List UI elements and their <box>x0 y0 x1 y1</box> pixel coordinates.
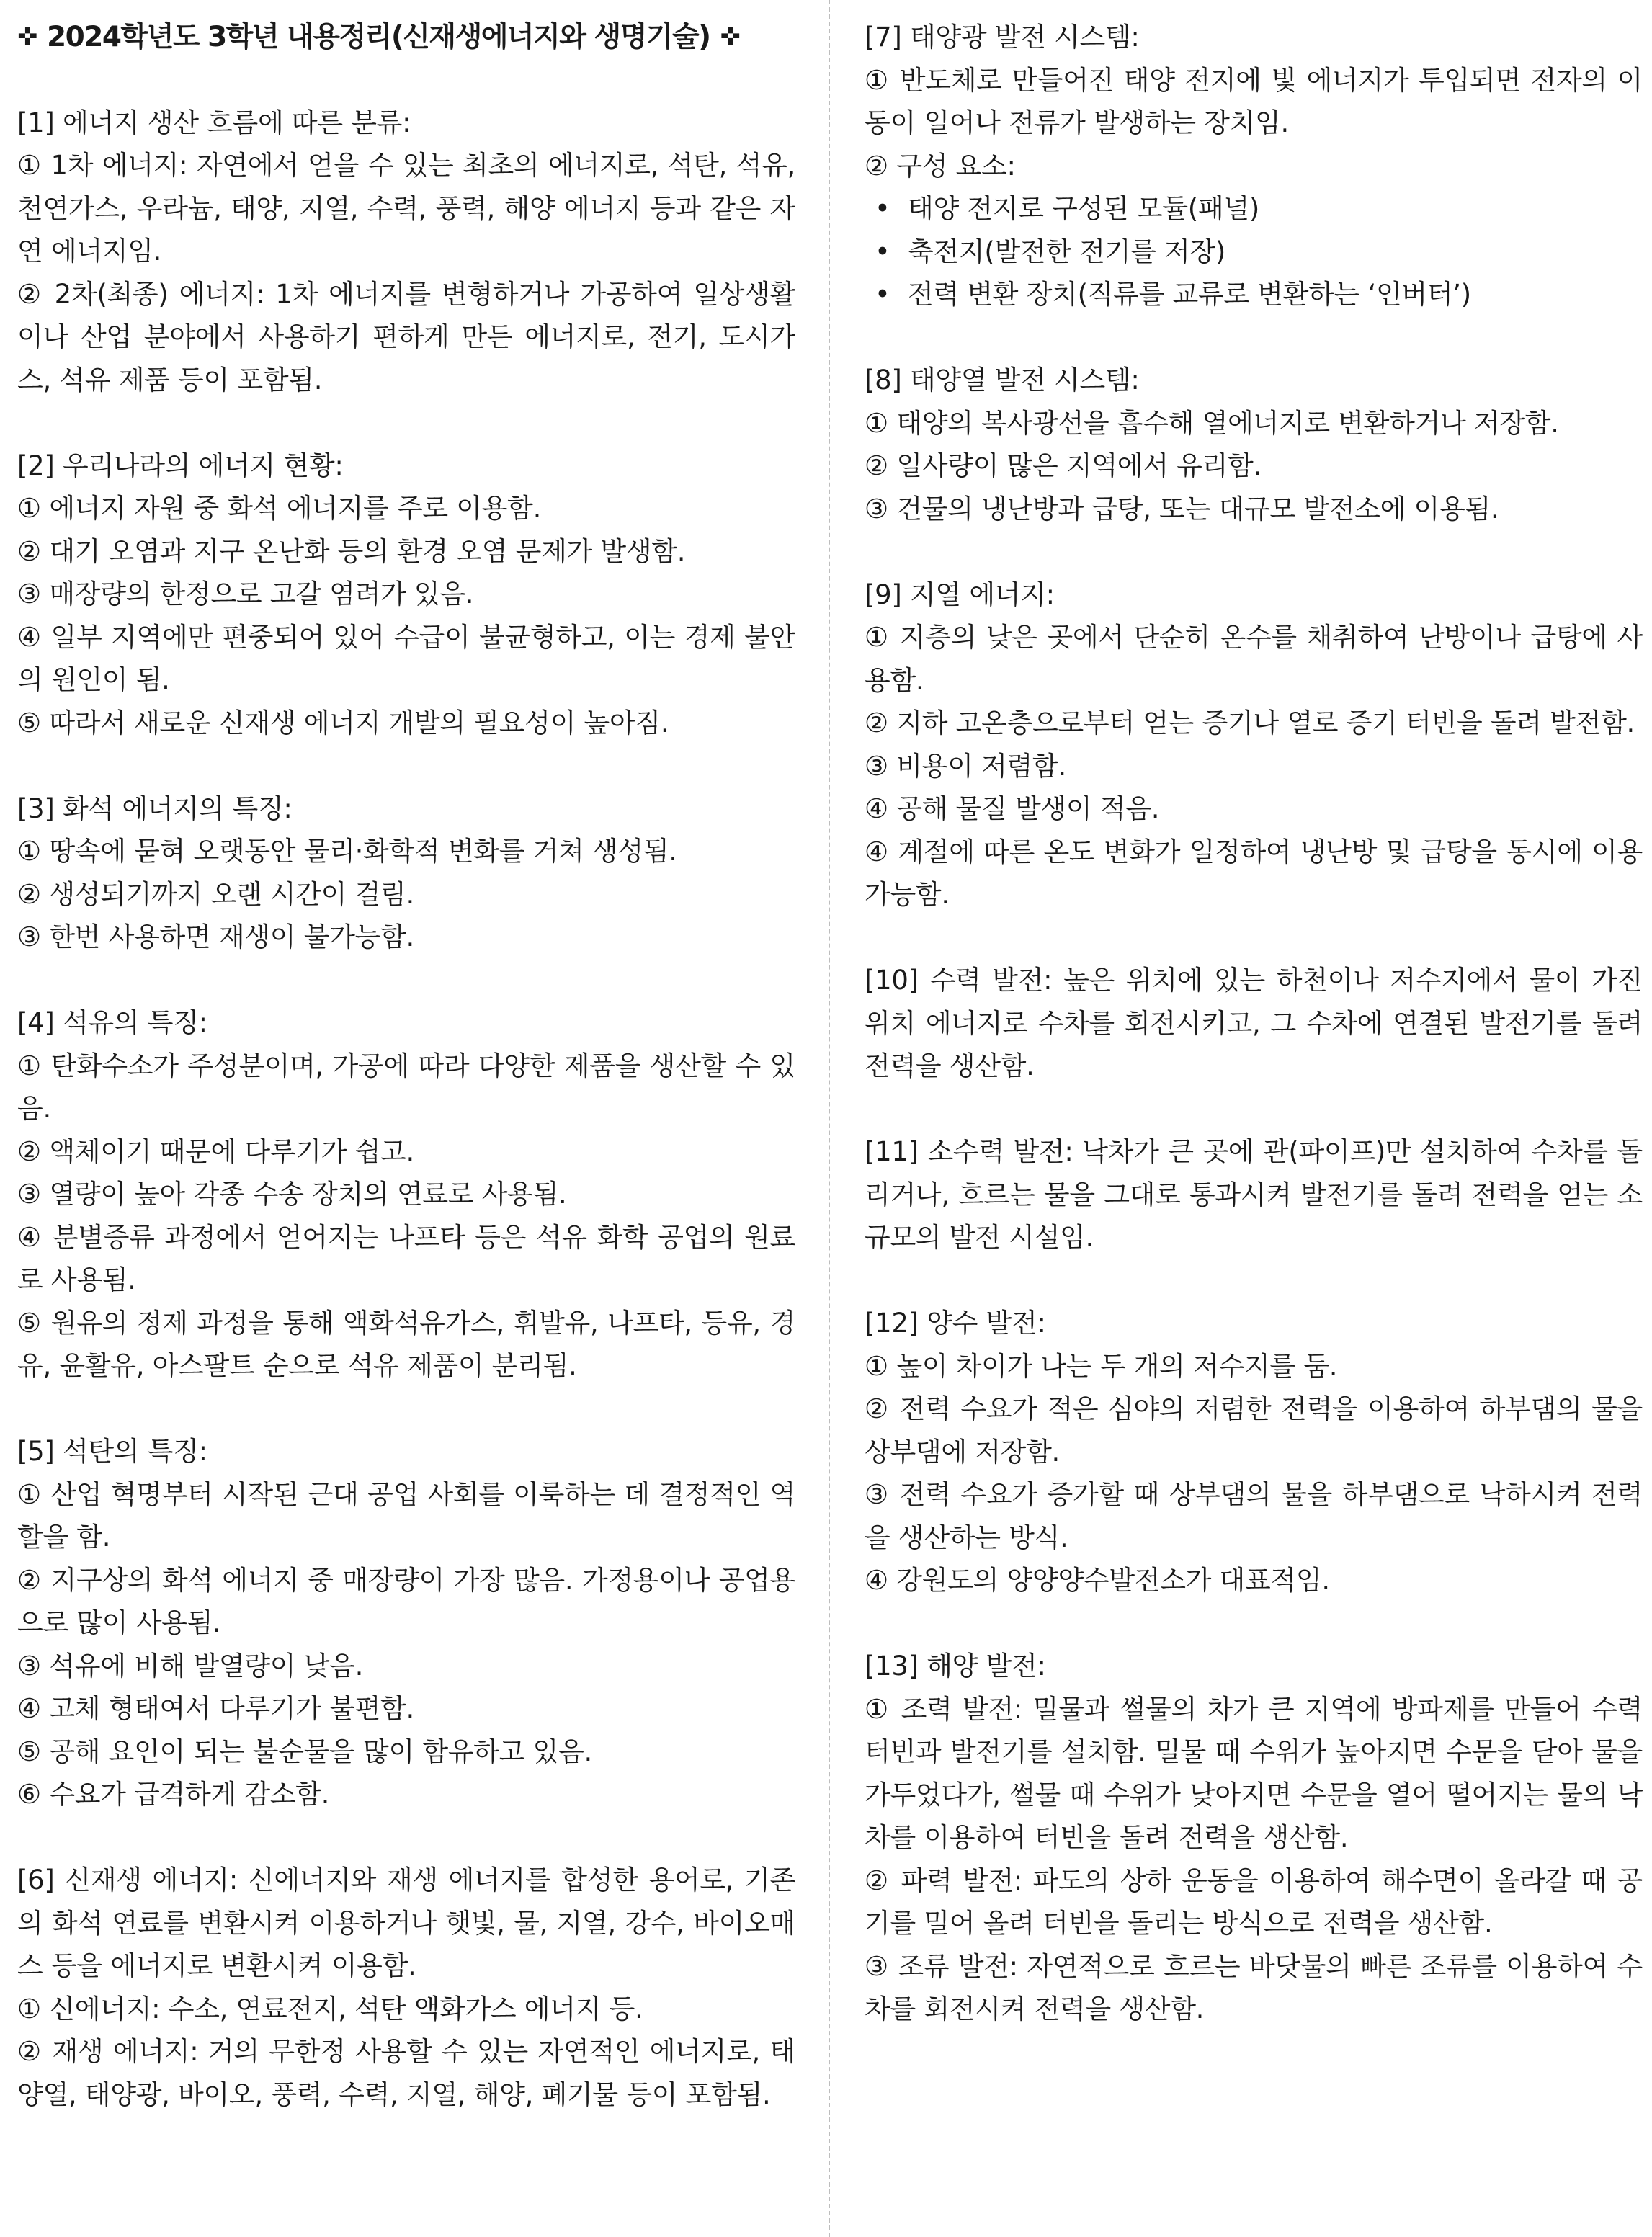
cross-mark-icon: ✜ <box>720 22 740 51</box>
list-item: ② 2차(최종) 에너지: 1차 에너지를 변형하거나 가공하여 일상생활이나 산업 분야에서 사용하기 편하게 만든 에너지로, 전기, 도시가스, 석유 제품 등이 포함됨. <box>17 278 795 396</box>
section <box>865 573 1643 916</box>
list-item: ① 지층의 낮은 곳에서 단순히 온수를 채취하여 난방이나 급탕에 사용함. <box>865 622 1643 696</box>
left-column <box>17 16 795 2116</box>
section-heading-line <box>17 1430 795 1473</box>
list-item: ④ 일부 지역에만 편중되어 있어 수급이 불균형하고, 이는 경제 불안의 원인이 됨. <box>17 621 795 695</box>
list-item: ② 구성 요소: <box>865 150 1016 182</box>
list-item: ② 일사량이 많은 지역에서 유리함. <box>865 450 1262 481</box>
section <box>865 1302 1643 1602</box>
section-heading: [11] 소수력 발전: <box>865 1136 1073 1167</box>
list-item: ① 반도체로 만들어진 태양 전지에 빛 에너지가 투입되면 전자의 이동이 일어나 전류가 발생하는 장치임. <box>865 64 1643 138</box>
list-item: ① 산업 혁명부터 시작된 근대 공업 사회를 이룩하는 데 결정적인 역할을 함. <box>17 1478 795 1553</box>
section-heading: [3] 화석 에너지의 특징: <box>17 792 293 824</box>
list-item: ⑤ 따라서 새로운 신재생 에너지 개발의 필요성이 높아짐. <box>17 707 669 738</box>
right-column <box>865 16 1643 2031</box>
list-item: ① 탄화수소가 주성분이며, 가공에 따라 다양한 제품을 생산할 수 있음. <box>17 1050 795 1124</box>
list-item: ④ 고체 형태여서 다루기가 불편함. <box>17 1693 414 1724</box>
section-heading: [5] 석탄의 특징: <box>17 1436 207 1467</box>
list-item: ① 조력 발전: 밀물과 썰물의 차가 큰 지역에 방파제를 만들어 수력 터빈과 발전기를 설치함. 밀물 때 수위가 높아지면 수문을 닫아 물을 가두었다가, 썰물 때 수위가 낮아지면 수문을 열어 떨어지는 물의 낙차를 이용하여 터빈을 돌려 전력을 생산함. <box>865 1693 1643 1853</box>
section <box>865 1130 1643 1259</box>
list-item: ② 대기 오염과 지구 온난화 등의 환경 오염 문제가 발생함. <box>17 535 686 567</box>
section <box>17 787 795 959</box>
list-item: ① 에너지 자원 중 화석 에너지를 주로 이용함. <box>17 493 542 524</box>
page-title-text: 2024학년도 3학년 내용정리(신재생에너지와 생명기술) <box>47 21 710 53</box>
section-heading: [4] 석유의 특징: <box>17 1007 207 1038</box>
list-item: ⑥ 수요가 급격하게 감소함. <box>17 1779 330 1810</box>
section-heading-line <box>865 1302 1643 1345</box>
list-item: ① 태양의 복사광선을 흡수해 열에너지로 변환하거나 저장함. <box>865 407 1559 439</box>
section-heading-line <box>17 102 795 145</box>
list-item: ② 재생 에너지: 거의 무한정 사용할 수 있는 자연적인 에너지로, 태양열, 태양광, 바이오, 풍력, 수력, 지열, 해양, 폐기물 등이 포함됨. <box>17 2036 795 2110</box>
list-item: ② 전력 수요가 적은 심야의 저렴한 전력을 이용하여 하부댐의 물을 상부댐에 저장함. <box>865 1393 1643 1468</box>
section-heading: [12] 양수 발전: <box>865 1308 1046 1339</box>
section-heading: [2] 우리나라의 에너지 현황: <box>17 450 344 481</box>
section-lead-text: 높은 위치에 있는 하천이나 저수지에서 물이 가진 위치 에너지로 수차를 회전시키고, 그 수차에 연결된 발전기를 돌려 전력을 생산함. <box>865 965 1643 1081</box>
section-heading: [7] 태양광 발전 시스템: <box>865 22 1140 53</box>
list-item: ① 높이 차이가 나는 두 개의 저수지를 둠. <box>865 1350 1338 1382</box>
section-heading-line <box>865 16 1643 59</box>
section <box>17 1001 795 1388</box>
list-item: ③ 전력 수요가 증가할 때 상부댐의 물을 하부댐으로 낙하시켜 전력을 생산하는 방식. <box>865 1479 1643 1553</box>
section-lead-text: 신에너지와 재생 에너지를 합성한 용어로, 기존의 화석 연료를 변환시켜 이용하거나 햇빛, 물, 지열, 강수, 바이오매스 등을 에너지로 변환시켜 이용함. <box>17 1865 795 1981</box>
page-title <box>17 16 795 59</box>
section-heading-line <box>865 959 1643 1088</box>
bullet-item: • 축전지(발전한 전기를 저장) <box>865 231 1643 274</box>
list-item: ② 액체이기 때문에 다루기가 쉽고. <box>17 1135 414 1167</box>
bullet-item: • 전력 변환 장치(직류를 교류로 변환하는 ‘인버터’) <box>865 273 1643 316</box>
list-item: ⑤ 공해 요인이 되는 불순물을 많이 함유하고 있음. <box>17 1736 592 1767</box>
list-item: ④ 공해 물질 발생이 적음. <box>865 793 1160 824</box>
list-item: ③ 열량이 높아 각종 수송 장치의 연료로 사용됨. <box>17 1179 567 1210</box>
section-heading: [6] 신재생 에너지: <box>17 1865 238 1896</box>
list-item: ② 지하 고온층으로부터 얻는 증기나 열로 증기 터빈을 돌려 발전함. <box>865 707 1635 738</box>
section-heading: [9] 지열 에너지: <box>865 579 1055 610</box>
section-lead-text: 낙차가 큰 곳에 관(파이프)만 설치하여 수차를 돌리거나, 흐르는 물을 그대로 통과시켜 발전기를 돌려 전력을 얻는 소규모의 발전 시설임. <box>865 1136 1643 1253</box>
list-item: ③ 매장량의 한정으로 고갈 염려가 있음. <box>17 579 474 610</box>
left-sections <box>17 102 795 2117</box>
section-heading-line <box>17 1859 795 1988</box>
list-item: ② 지구상의 화석 에너지 중 매장량이 가장 많음. 가정용이나 공업용으로 많이 사용됨. <box>17 1564 795 1638</box>
section-heading-line <box>865 359 1643 402</box>
list-item: ② 생성되기까지 오랜 시간이 걸림. <box>17 878 414 910</box>
section <box>865 1645 1643 2031</box>
section-heading: [10] 수력 발전: <box>865 965 1053 996</box>
list-item: ④ 강원도의 양양양수발전소가 대표적임. <box>865 1565 1330 1596</box>
list-item: ⑤ 원유의 정제 과정을 통해 액화석유가스, 휘발유, 나프타, 등유, 경유, 윤활유, 아스팔트 순으로 석유 제품이 분리됨. <box>17 1307 795 1381</box>
section <box>17 1430 795 1816</box>
list-item: ③ 비용이 저렴함. <box>865 750 1066 782</box>
section-heading: [13] 해양 발전: <box>865 1651 1046 1682</box>
section-heading-line <box>865 1645 1643 1688</box>
section <box>17 1859 795 2116</box>
list-item: ① 신에너지: 수소, 연료전지, 석탄 액화가스 에너지 등. <box>17 1993 643 2024</box>
list-item: ③ 석유에 비해 발열량이 낮음. <box>17 1650 364 1682</box>
list-item: ① 땅속에 묻혀 오랫동안 물리·화학적 변화를 거쳐 생성됨. <box>17 836 677 867</box>
list-item: ③ 조류 발전: 자연적으로 흐르는 바닷물의 빠른 조류를 이용하여 수차를 회전시켜 전력을 생산함. <box>865 1950 1643 2024</box>
list-item: ③ 건물의 냉난방과 급탕, 또는 대규모 발전소에 이용됨. <box>865 493 1499 524</box>
section-heading-line <box>17 445 795 488</box>
column-divider <box>829 0 830 2237</box>
section-heading-line <box>865 573 1643 617</box>
list-item: ③ 한번 사용하면 재생이 불가능함. <box>17 921 414 952</box>
section-heading: [1] 에너지 생산 흐름에 따른 분류: <box>17 107 411 138</box>
section-heading: [8] 태양열 발전 시스템: <box>865 365 1140 396</box>
cross-mark-icon: ✜ <box>17 22 37 51</box>
section-heading-line <box>865 1130 1643 1259</box>
section <box>17 102 795 402</box>
list-item: ④ 분별증류 과정에서 얻어지는 나프타 등은 석유 화학 공업의 원료로 사용됨. <box>17 1221 795 1295</box>
list-item: ① 1차 에너지: 자연에서 얻을 수 있는 최초의 에너지로, 석탄, 석유, 천연가스, 우라늄, 태양, 지열, 수력, 풍력, 해양 에너지 등과 같은 자연 에너지임. <box>17 150 795 267</box>
section-heading-line <box>17 1001 795 1045</box>
section <box>865 16 1643 316</box>
section <box>865 959 1643 1088</box>
list-item: ② 파력 발전: 파도의 상하 운동을 이용하여 해수면이 올라갈 때 공기를 밀어 올려 터빈을 돌리는 방식으로 전력을 생산함. <box>865 1865 1643 1939</box>
section <box>865 359 1643 530</box>
right-sections <box>865 16 1643 2031</box>
section-heading-line <box>17 787 795 831</box>
bullet-item: • 태양 전지로 구성된 모듈(패널) <box>865 187 1643 231</box>
list-item: ④ 계절에 따른 온도 변화가 일정하여 냉난방 및 급탕을 동시에 이용 가능함. <box>865 836 1643 910</box>
section <box>17 445 795 745</box>
